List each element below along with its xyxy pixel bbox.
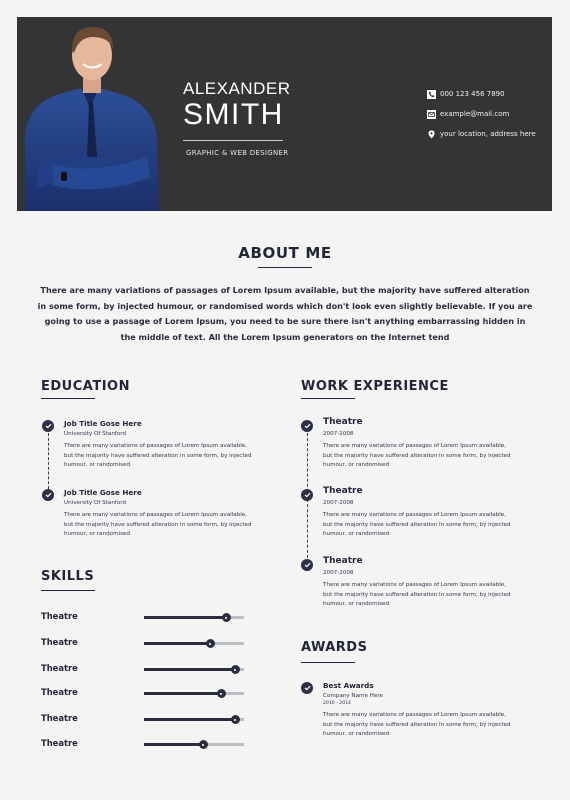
award-title: Best Awards	[323, 681, 374, 690]
skill-name: Theatre	[41, 687, 78, 697]
resume-header	[17, 17, 552, 211]
contact-email	[427, 109, 536, 119]
name-block	[183, 79, 290, 132]
mail-icon	[427, 110, 436, 119]
award-check-icon	[301, 682, 313, 694]
skill-bar-fill	[144, 743, 203, 746]
skill-bar-fill	[144, 642, 210, 645]
education-check-icon	[42, 489, 54, 501]
skill-bar-knob	[231, 665, 240, 674]
skill-bar-knob	[217, 689, 226, 698]
skill-bar-fill	[144, 692, 221, 695]
about-text: There are many variations of passages of Lorem Ipsum available, but the majority have suffered alteration in some form, by injected humour, or randomised words which don't look even slightly believable. If you are going to use a passage of Lorem Ipsum, you need to be sure there isn't anything embarrassing hidden in the middle of text. All the Lorem Ipsum generators on the Internet tend	[37, 285, 533, 342]
work-item-years: 2007-2008	[323, 500, 354, 506]
skill-bar	[144, 743, 244, 746]
skill-bar-knob	[199, 740, 208, 749]
work-check-icon	[301, 559, 313, 571]
education-item-school: University Of Stanford	[64, 431, 127, 437]
work-item-title: Theatre	[323, 556, 363, 566]
skill-bar-fill	[144, 616, 226, 619]
about-title: ABOUT ME	[238, 244, 332, 262]
job-role: GRAPHIC & WEB DESIGNER	[186, 149, 289, 157]
phone-text[interactable]: 000 123 456 7890	[440, 90, 505, 98]
location-pin-icon	[427, 130, 436, 139]
skill-name: Theatre	[41, 738, 78, 748]
education-timeline-line	[48, 433, 49, 489]
work-item-desc: There are many variations of passages of Lorem Ipsum available, but the majority have suffered alteration in some form, by injected humour, or randomised	[323, 582, 511, 608]
award-years: 2010 - 2014	[323, 701, 351, 706]
education-title: EDUCATION	[41, 379, 130, 394]
education-item-desc: There are many variations of passages of Lorem Ipsum available, but the majority have suffered alteration in some form, by injected humour, or randomised	[64, 443, 252, 469]
last-name: SMITH	[183, 98, 284, 131]
skill-bar	[144, 668, 244, 671]
work-item-desc: There are many variations of passages of Lorem Ipsum available, but the majority have suffered alteration in some form, by injected humour, or randomised	[323, 512, 511, 538]
email-text[interactable]: example@mail.com	[440, 110, 510, 118]
skill-bar-knob	[231, 715, 240, 724]
location-text: your location, address here	[440, 130, 536, 138]
work-item-desc: There are many variations of passages of Lorem Ipsum available, but the majority have suffered alteration in some form, by injected humour, or randomised	[323, 443, 511, 469]
skill-bar-fill	[144, 718, 235, 721]
skill-name: Theatre	[41, 611, 78, 621]
skill-name: Theatre	[41, 637, 78, 647]
award-company: Company Name Here	[323, 693, 383, 699]
work-item-years: 2007-2008	[323, 570, 354, 576]
awards-title: AWARDS	[301, 640, 368, 655]
skill-bar-knob	[206, 639, 215, 648]
name-divider	[183, 140, 283, 141]
education-check-icon	[42, 420, 54, 432]
work-check-icon	[301, 489, 313, 501]
awards-underline	[301, 662, 355, 663]
work-experience-title: WORK EXPERIENCE	[301, 379, 449, 394]
education-item-desc: There are many variations of passages of Lorem Ipsum available, but the majority have suffered alteration in some form, by injected humour, or randomised	[64, 512, 252, 538]
phone-icon	[427, 90, 436, 99]
education-underline	[41, 398, 95, 399]
skill-bar	[144, 642, 244, 645]
skill-name: Theatre	[41, 663, 78, 673]
contact-list	[427, 89, 536, 149]
work-experience-underline	[301, 398, 355, 399]
first-name: ALEXANDER	[183, 79, 291, 98]
skills-title: SKILLS	[41, 569, 95, 584]
about-underline	[258, 267, 312, 268]
profile-photo	[17, 17, 177, 211]
education-item-title: Job Title Gose Here	[64, 488, 142, 497]
skill-bar	[144, 718, 244, 721]
contact-location	[427, 129, 536, 139]
education-item-title: Job Title Gose Here	[64, 419, 142, 428]
skills-underline	[41, 590, 95, 591]
education-item-school: University Of Stanford	[64, 500, 127, 506]
skill-bar-knob	[222, 613, 231, 622]
contact-phone	[427, 89, 536, 99]
skill-bar-fill	[144, 668, 235, 671]
skill-name: Theatre	[41, 713, 78, 723]
work-item-title: Theatre	[323, 486, 363, 496]
award-desc: There are many variations of passages of Lorem Ipsum available, but the majority have suffered alteration in some form, by injected humour, or randomised	[323, 712, 511, 738]
skill-bar	[144, 616, 244, 619]
work-item-title: Theatre	[323, 417, 363, 427]
work-item-years: 2007-2008	[323, 431, 354, 437]
skill-bar	[144, 692, 244, 695]
work-check-icon	[301, 420, 313, 432]
